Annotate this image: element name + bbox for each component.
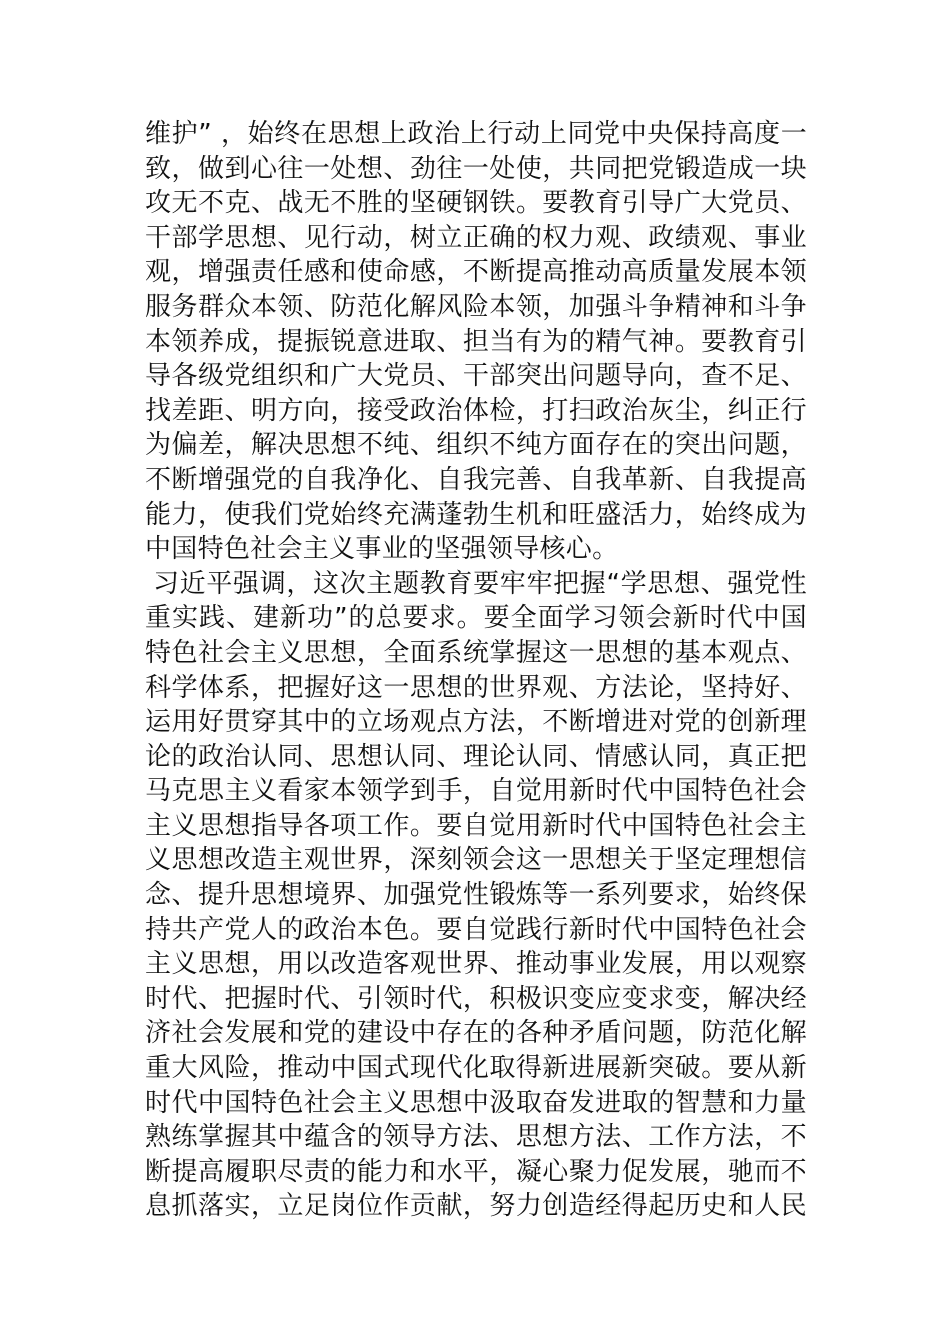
text-line: 主义思想指导各项工作。要自觉用新时代中国特色社会主 bbox=[145, 810, 807, 841]
text-line: 习近平强调，这次主题教育要牢牢把握“学思想、强党性 bbox=[153, 568, 807, 599]
text-line: 维护” ，始终在思想上政治上行动上同党中央保持高度一 bbox=[145, 119, 807, 149]
text-line: 运用好贯穿其中的立场观点方法，不断增进对党的创新理 bbox=[145, 707, 807, 738]
text-line: 为偏差，解决思想不纯、组织不纯方面存在的突出问题， bbox=[145, 430, 807, 461]
paragraph-1 bbox=[145, 117, 807, 567]
text-line: 息抓落实，立足岗位作贡献，努力创造经得起历史和人民 bbox=[145, 1191, 807, 1222]
text-line: 时代中国特色社会主义思想中汲取奋发进取的智慧和力量 bbox=[145, 1087, 807, 1118]
text-line: 义思想改造主观世界，深刻领会这一思想关于坚定理想信 bbox=[145, 845, 807, 876]
text-line: 念、提升思想境界、加强党性锻炼等一系列要求，始终保 bbox=[145, 880, 807, 911]
text-line: 时代、把握时代、引领时代，积极识变应变求变，解决经 bbox=[145, 983, 807, 1014]
text-line: 能力，使我们党始终充满蓬勃生机和旺盛活力，始终成为 bbox=[145, 499, 807, 530]
text-line: 断提高履职尽责的能力和水平，凝心聚力促发展，驰而不 bbox=[145, 1156, 807, 1187]
text-line: 本领养成，提振锐意进取、担当有为的精气神。要教育引 bbox=[145, 326, 807, 357]
text-line: 特色社会主义思想，全面系统掌握这一思想的基本观点、 bbox=[145, 637, 807, 668]
text-line: 持共产党人的政治本色。要自觉践行新时代中国特色社会 bbox=[145, 914, 807, 945]
text-line: 干部学思想、见行动，树立正确的权力观、政绩观、事业 bbox=[145, 222, 807, 253]
text-line: 找差距、明方向，接受政治体检，打扫政治灰尘，纠正行 bbox=[145, 395, 807, 426]
text-line: 攻无不克、战无不胜的坚硬钢铁。要教育引导广大党员、 bbox=[145, 188, 807, 219]
text-line: 导各级党组织和广大党员、干部突出问题导向，查不足、 bbox=[145, 361, 807, 392]
paragraph-2 bbox=[145, 567, 807, 1224]
text-line: 论的政治认同、思想认同、理论认同、情感认同，真正把 bbox=[145, 741, 807, 772]
text-line: 马克思主义看家本领学到手，自觉用新时代中国特色社会 bbox=[145, 776, 807, 807]
text-line: 熟练掌握其中蕴含的领导方法、思想方法、工作方法，不 bbox=[145, 1122, 807, 1153]
text-line: 济社会发展和党的建设中存在的各种矛盾问题，防范化解 bbox=[145, 1018, 807, 1049]
text-line: 致，做到心往一处想、劲往一处使，共同把党锻造成一块 bbox=[145, 153, 807, 184]
text-line: 主义思想，用以改造客观世界、推动事业发展，用以观察 bbox=[145, 949, 807, 980]
text-line: 服务群众本领、防范化解风险本领，加强斗争精神和斗争 bbox=[145, 291, 807, 322]
document-page bbox=[145, 117, 807, 1224]
text-line: 重实践、建新功”的总要求。要全面学习领会新时代中国 bbox=[145, 603, 807, 634]
text-line: 观，增强责任感和使命感，不断提高推动高质量发展本领 bbox=[145, 257, 807, 288]
text-line: 不断增强党的自我净化、自我完善、自我革新、自我提高 bbox=[145, 464, 807, 495]
text-line: 科学体系，把握好这一思想的世界观、方法论，坚持好、 bbox=[145, 672, 807, 703]
text-line: 中国特色社会主义事业的坚强领导核心。 bbox=[145, 534, 619, 565]
text-line: 重大风险，推动中国式现代化取得新进展新突破。要从新 bbox=[145, 1053, 807, 1084]
